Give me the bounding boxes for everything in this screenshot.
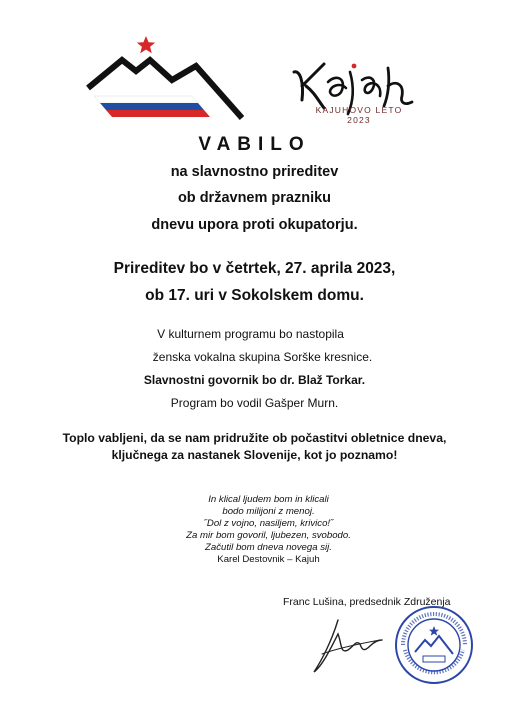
program-line-1: V kulturnem programu bo nastopila <box>157 327 344 341</box>
event-place-line: ob 17. uri v Sokolskem domu. <box>145 287 364 304</box>
poem-line-5: Začutil bom dneva novega sij. <box>205 542 332 553</box>
poem-author: Karel Destovnik – Kajuh <box>217 554 320 565</box>
signer-name: Franc Lušina, predsednik Združenja <box>283 596 451 608</box>
invite-line-2: ključnega za nastanek Slovenije, kot jo poznamo! <box>111 448 398 462</box>
intro-line-2: ob državnem prazniku <box>177 190 332 206</box>
speaker-line: Slavnostni govornik bo dr. Blaž Torkar. <box>143 373 366 387</box>
invite-line-1: Toplo vabljeni, da se nam pridružite ob počastitvi obletnice dneva, <box>62 431 447 445</box>
kajuh-year-caption: KAJUHOVO LETO 2023 <box>315 105 403 125</box>
poem-line-3: ˝Dol z vojno, nasiljem, krivico!˝ <box>203 518 334 529</box>
association-stamp-icon <box>393 604 475 686</box>
invitation-title: VABILO <box>198 134 311 155</box>
star-icon <box>137 36 155 53</box>
mountain-star-logo-icon <box>84 30 244 126</box>
poem-line-1: In klical ljudem bom in klicali <box>208 494 329 505</box>
event-date-line: Prireditev bo v četrtek, 27. aprila 2023, <box>113 260 396 277</box>
intro-line-3: dnevu upora proti okupatorju. <box>151 217 358 233</box>
poem-line-4: Za mir bom govoril, ljubezen, svobodo. <box>186 530 351 541</box>
intro-line-1: na slavnostno prireditev <box>170 164 339 180</box>
program-line-2: ženska vokalna skupina Sorške kresnice. <box>152 350 373 364</box>
poem-line-2: bodo milijoni z menoj. <box>222 506 315 517</box>
host-line: Program bo vodil Gašper Murn. <box>170 396 339 410</box>
